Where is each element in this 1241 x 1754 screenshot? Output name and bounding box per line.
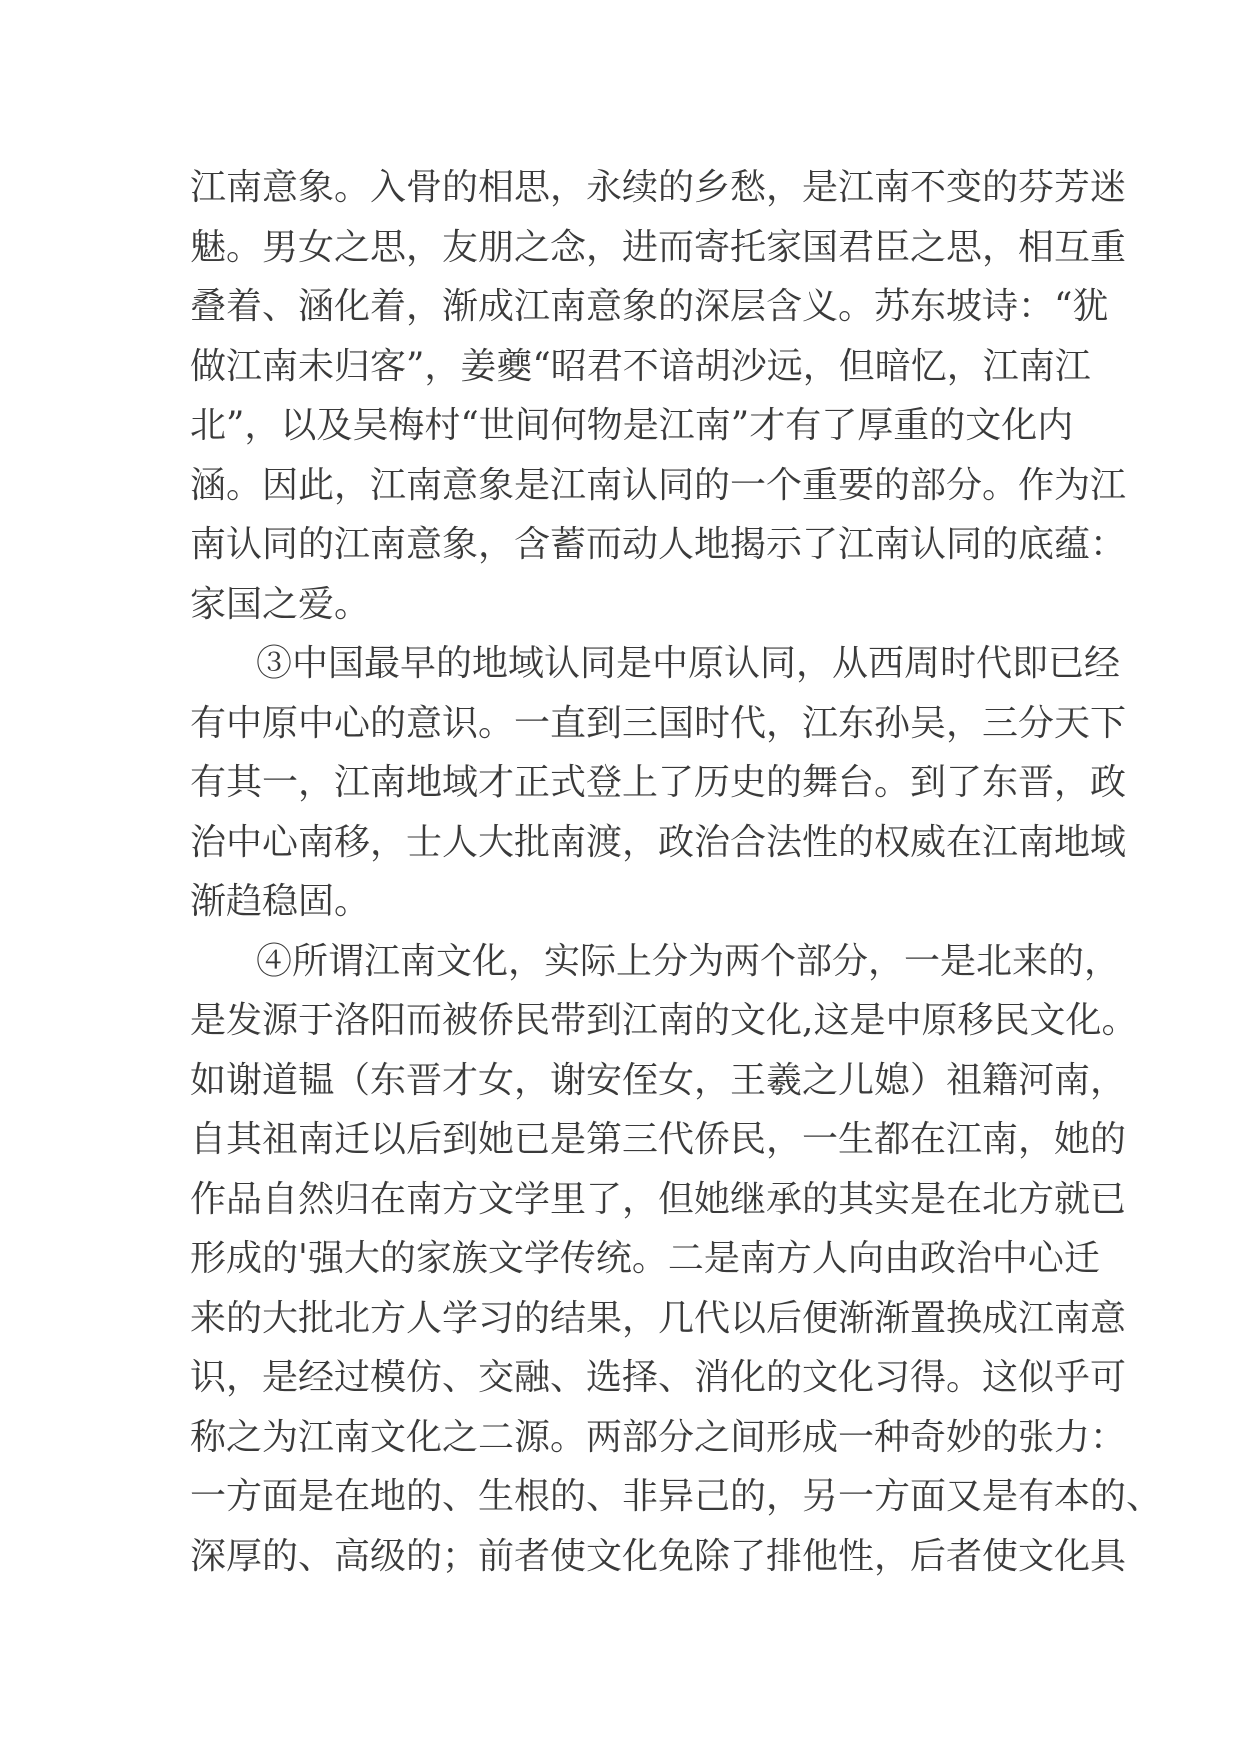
text-line: 是发源于洛阳而被侨民带到江南的文化,这是中原移民文化。: [190, 1000, 1138, 1041]
text-line: 自其祖南迁以后到她已是第三代侨民，一生都在江南，她的: [190, 1119, 1127, 1160]
text-line: 识，是经过模仿、交融、选择、消化的文化习得。这似乎可: [190, 1357, 1127, 1398]
text-line: 称之为江南文化之二源。两部分之间形成一种奇妙的张力：: [190, 1416, 1127, 1458]
text-line: 叠着、涵化着，渐成江南意象的深层含义。苏东坡诗：“犹: [190, 286, 1109, 327]
text-line: 有其一，江南地域才正式登上了历史的舞台。到了东晋，政: [190, 762, 1127, 803]
text-line: 深厚的、高级的；前者使文化免除了排他性，后者使文化具: [190, 1535, 1127, 1577]
text-line: 渐趋稳固。: [190, 881, 371, 922]
text-line: 一方面是在地的、生根的、非异己的，另一方面又是有本的、: [190, 1476, 1163, 1517]
text-line: 有中原中心的意识。一直到三国时代，江东孙吴，三分天下: [190, 702, 1127, 744]
text-line: 北”，以及吴梅村“世间何物是江南”才有了厚重的文化内: [190, 405, 1074, 446]
text-line: 形成的'强大的家族文学传统。二是南方人向由政治中心迁: [190, 1238, 1100, 1279]
text-line: ③中国最早的地域认同是中原认同，从西周时代即已经: [256, 643, 1121, 684]
body-text: [190, 158, 1163, 1586]
paragraph-4: [190, 932, 1163, 1587]
text-line: 魅。男女之思，友朋之念，进而寄托家国君臣之思，相互重: [190, 226, 1127, 268]
text-line: 做江南未归客”，姜夔“昭君不谙胡沙远，但暗忆，江南江: [190, 345, 1091, 387]
text-line: 作品自然归在南方文学里了，但她继承的其实是在北方就已: [190, 1178, 1127, 1220]
text-line: 江南意象。入骨的相思，永续的乡愁，是江南不变的芬芳迷: [190, 167, 1127, 208]
text-line: 如谢道韫（东晋才女，谢安侄女，王羲之儿媳）祖籍河南，: [190, 1059, 1127, 1101]
text-line: 来的大批北方人学习的结果，几代以后便渐渐置换成江南意: [190, 1297, 1127, 1339]
paragraph-continued: [190, 158, 1127, 634]
paragraph-3: [190, 634, 1127, 932]
text-line: 治中心南移，士人大批南渡，政治合法性的权威在江南地域: [190, 821, 1127, 863]
text-line: 家国之爱。: [190, 583, 371, 625]
text-line: 南认同的江南意象，含蓄而动人地揭示了江南认同的底蕴：: [190, 524, 1127, 565]
text-line: 涵。因此，江南意象是江南认同的一个重要的部分。作为江: [190, 464, 1127, 506]
text-line: ④所谓江南文化，实际上分为两个部分，一是北来的，: [256, 940, 1121, 982]
